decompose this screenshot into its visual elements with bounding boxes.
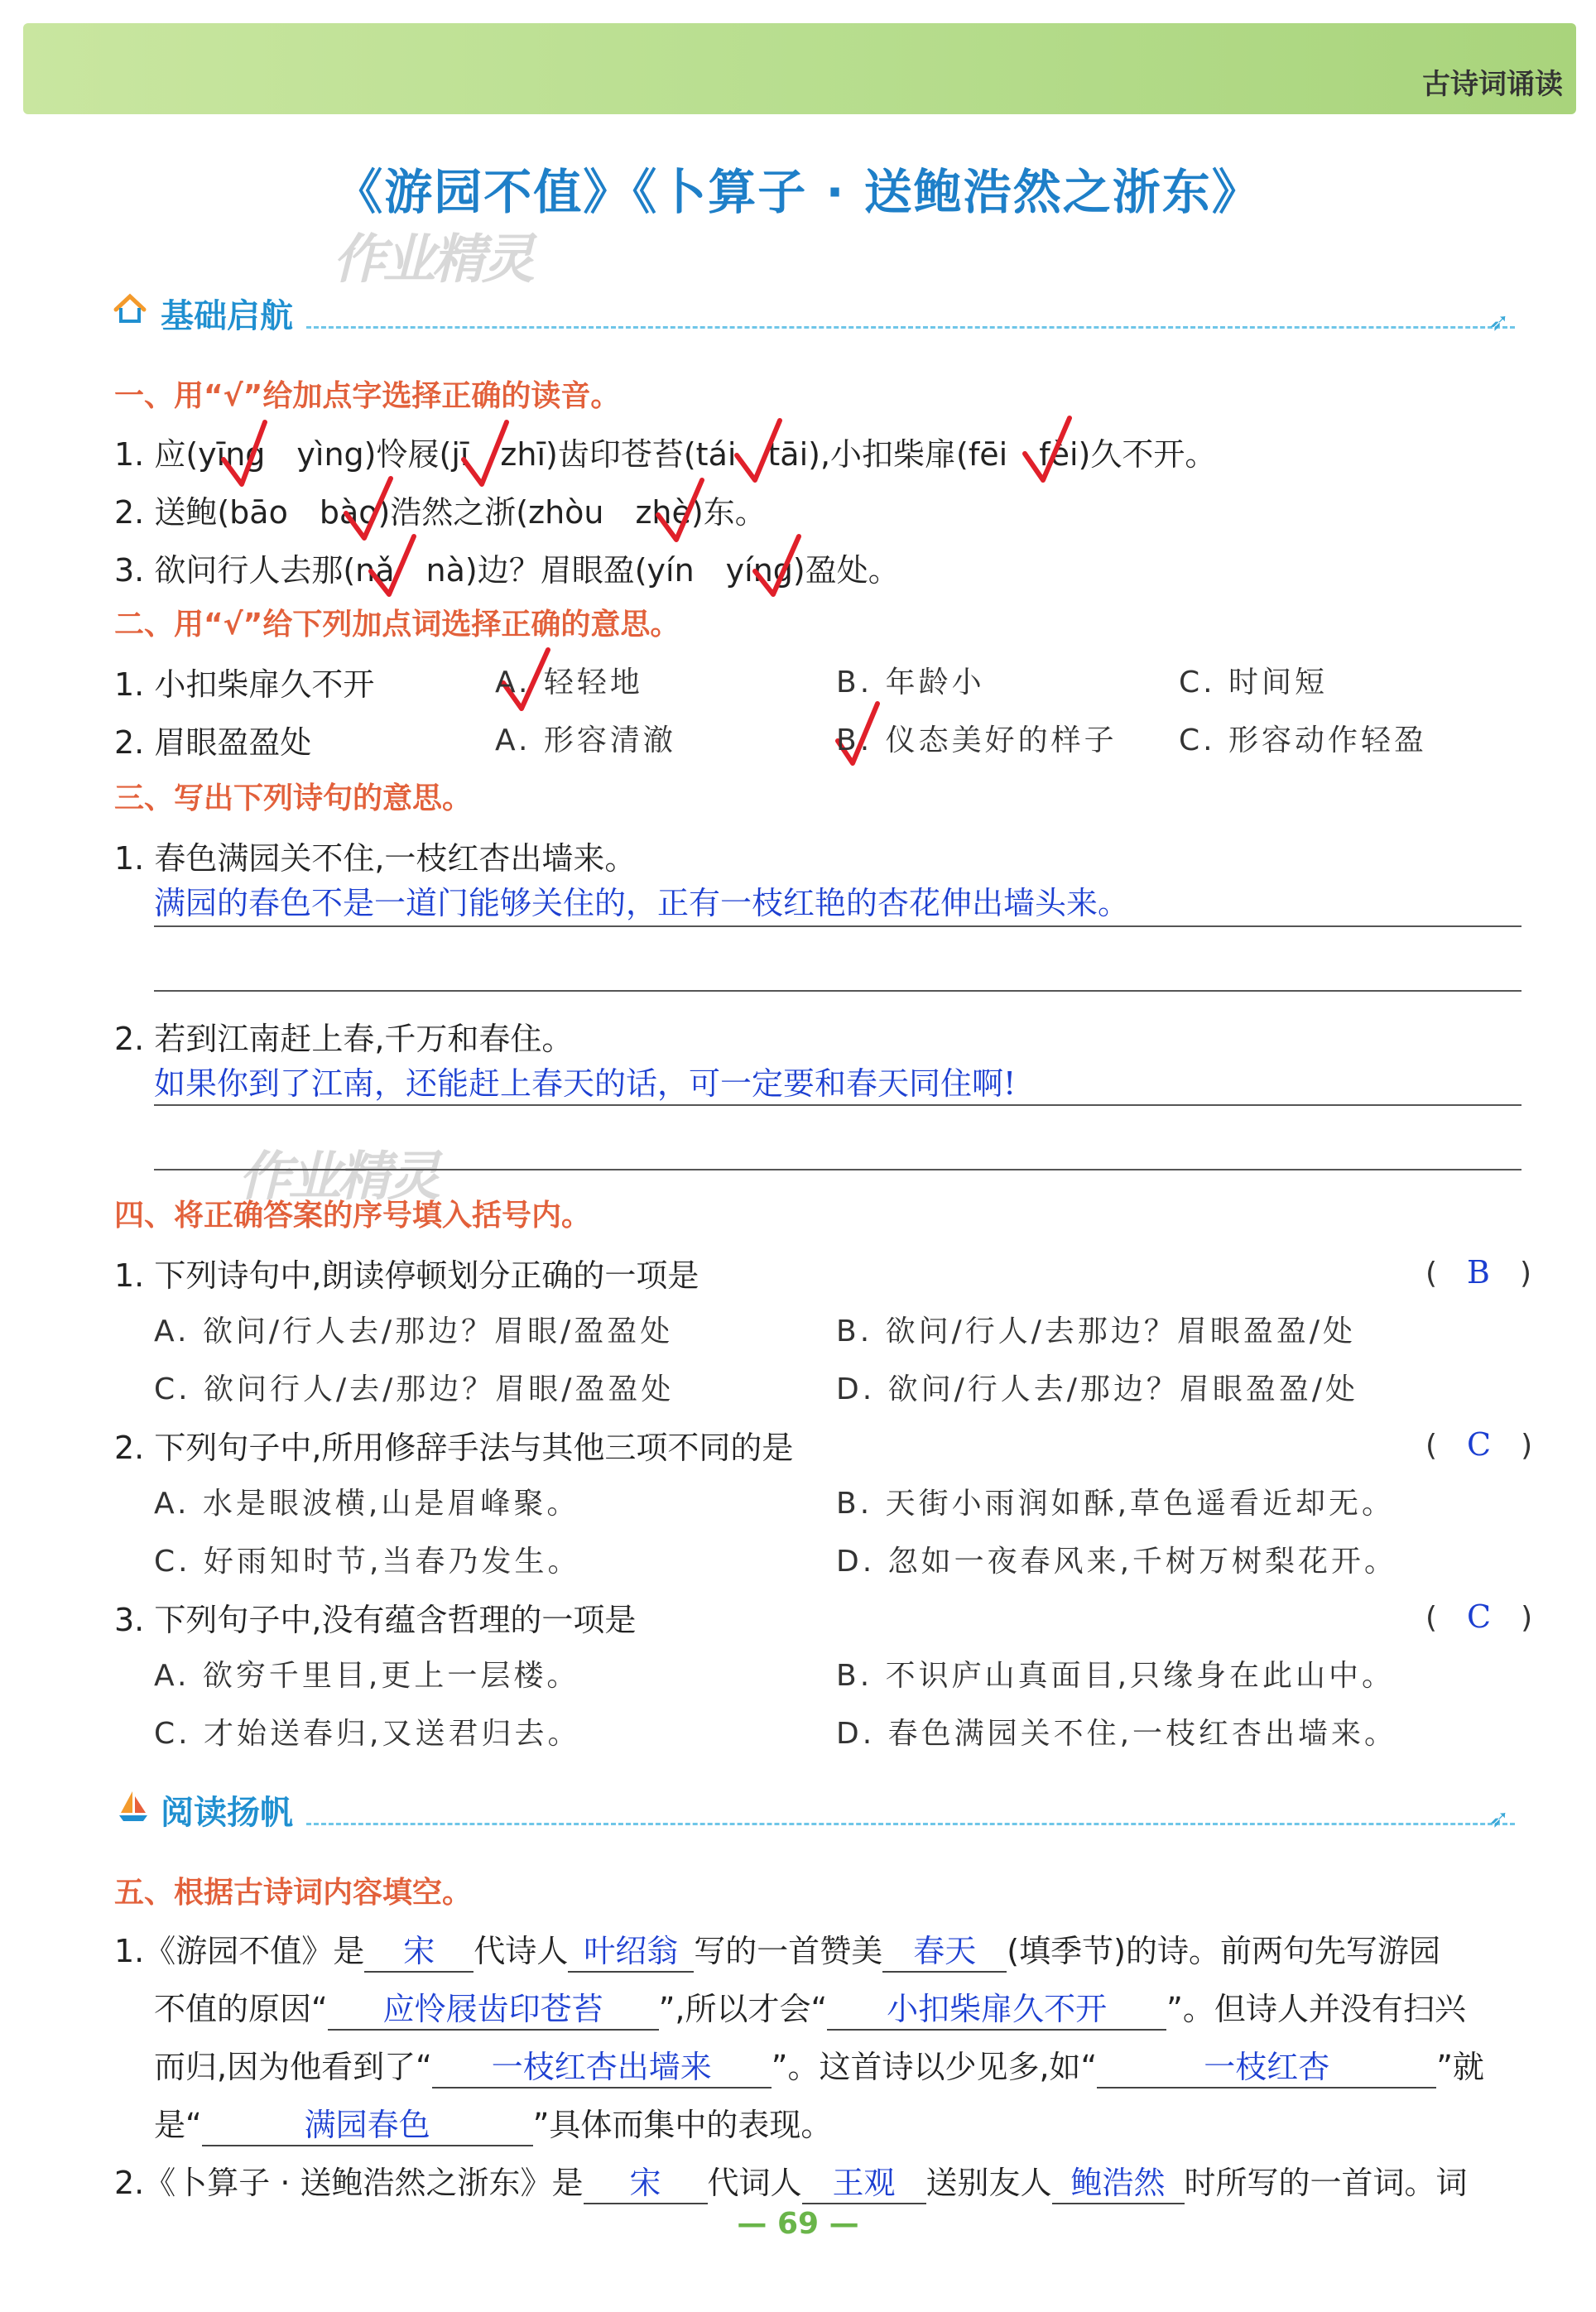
- fill-answer: 宋: [403, 1933, 435, 1969]
- header-tag: 古诗词诵读: [1422, 68, 1563, 101]
- text: 是“: [154, 2107, 202, 2143]
- fill-answer: 鲍浩然: [1070, 2165, 1166, 2201]
- fill-blank: [1052, 2157, 1185, 2204]
- watermark: 作业精灵: [333, 229, 531, 291]
- fill-blank: [364, 1925, 474, 1973]
- part3-answer-2: 如果你到了江南，还能赶上春天的话，可一定要和春天同住啊!: [154, 1065, 1017, 1102]
- answer-line: [154, 990, 1521, 992]
- fill-answer: 满园春色: [304, 2107, 430, 2143]
- part1-q3: 3. 欲问行人去那(nǎ nà)边？眉眼盈(yín yíng)盈处。: [114, 552, 900, 589]
- fill-blank: [802, 2157, 926, 2204]
- fill-blank: [432, 2041, 772, 2088]
- page-title: 《游园不值》《卜算子 · 送鲍浩然之浙东》: [334, 164, 1262, 220]
- divider-end-icon: ➶: [1488, 1805, 1510, 1834]
- fill-answer: 应怜屐齿印苍苔: [382, 1991, 603, 2027]
- fill-answer: 叶绍翁: [584, 1933, 679, 1969]
- option: D. 忽如一夜春风来,千树万树梨花开。: [836, 1545, 1398, 1579]
- text: 时所写的一首词。词: [1184, 2165, 1468, 2201]
- option: C. 欲问行人/去/那边？眉眼/盈盈处: [154, 1372, 675, 1406]
- part5-line-2: [154, 1983, 1466, 2031]
- text: ”。但诗人并没有扫兴: [1166, 1991, 1466, 2027]
- part2-heading: 二、用“√”给下列加点词选择正确的意思。: [114, 608, 680, 642]
- section-heading-basic: 基础启航: [161, 297, 293, 335]
- page-number: — 69 —: [737, 2207, 859, 2241]
- part4-answer-2: C: [1467, 1426, 1492, 1463]
- part5-line-5: [114, 2157, 1468, 2204]
- check-mark: [1025, 418, 1070, 480]
- check-mark: [464, 422, 507, 484]
- part4-question-3: 3. 下列句子中,没有蕴含哲理的一项是: [114, 1602, 637, 1638]
- part1-heading: 一、用“√”给加点字选择正确的读音。: [114, 379, 621, 413]
- check-mark: [658, 480, 702, 540]
- fill-blank: [328, 1983, 659, 2031]
- part2-option-c: C. 形容动作轻盈: [1179, 723, 1428, 757]
- part5-line-3: [154, 2041, 1484, 2088]
- part4-answer-1: B: [1467, 1254, 1490, 1291]
- part5-heading: 五、根据古诗词内容填空。: [114, 1876, 473, 1910]
- part5-line-1: [114, 1925, 1440, 1973]
- part2-option-a: A. 形容清澈: [495, 723, 676, 757]
- fill-blank: [827, 1983, 1166, 2031]
- fill-answer: 一枝红杏出墙来: [491, 2049, 712, 2085]
- answer-line: [154, 1104, 1521, 1106]
- part1-q2: 2. 送鲍(bāo bào)浩然之浙(zhòu zhè)东。: [114, 494, 767, 531]
- part2-option-c: C. 时间短: [1179, 666, 1329, 699]
- part2-option-b: B. 仪态美好的样子: [836, 723, 1118, 757]
- fill-blank: [882, 1925, 1007, 1973]
- text: (填季节)的诗。前两句先写游园: [1007, 1933, 1440, 1969]
- section-heading-reading: 阅读扬帆: [161, 1794, 293, 1832]
- text: 不值的原因“: [154, 1991, 328, 2027]
- check-mark: [346, 478, 391, 538]
- option: B. 不识庐山真面目,只缘身在此山中。: [836, 1659, 1396, 1693]
- fill-answer: 小扣柴扉久不开: [887, 1991, 1108, 2027]
- text: 代词人: [707, 2165, 802, 2201]
- part3-heading: 三、写出下列诗句的意思。: [114, 781, 473, 815]
- option: C. 好雨知时节,当春乃发生。: [154, 1545, 581, 1579]
- text: ”,所以才会“: [658, 1991, 828, 2027]
- part4-question-1: 1. 下列诗句中,朗读停顿划分正确的一项是: [114, 1257, 699, 1294]
- option: B. 天街小雨润如酥,草色遥看近却无。: [836, 1487, 1396, 1521]
- answer-bracket: ( C ): [1425, 1426, 1533, 1463]
- check-mark: [755, 536, 799, 594]
- check-mark: [224, 422, 265, 484]
- text: 2.《卜算子 · 送鲍浩然之浙东》是: [114, 2165, 584, 2201]
- part2-term-2: 2. 眉眼盈盈处: [114, 724, 312, 761]
- fill-answer: 春天: [913, 1933, 977, 1969]
- part1-q1: 1. 应(yīng yìng)怜屐(jī zhī)齿印苍苔(tái tāi),小扣柴扉(fēi fèi)久不开。: [114, 436, 1217, 473]
- sailboat-icon: [116, 1788, 151, 1823]
- text: ”具体而集中的表现。: [532, 2107, 833, 2143]
- part3-question-1: 1. 春色满园关不住,一枝红杏出墙来。: [114, 840, 637, 877]
- text: 代诗人: [474, 1933, 569, 1969]
- option: A. 水是眼波横,山是眉峰聚。: [154, 1487, 580, 1521]
- check-mark: [371, 536, 414, 594]
- option: D. 春色满园关不住,一枝红杏出墙来。: [836, 1717, 1398, 1751]
- fill-answer: 一枝红杏: [1204, 2049, 1330, 2085]
- divider-end-icon: ➶: [1488, 308, 1510, 337]
- option: C. 才始送春归,又送君归去。: [154, 1717, 581, 1751]
- part4-question-2: 2. 下列句子中,所用修辞手法与其他三项不同的是: [114, 1430, 794, 1466]
- watermark: 作业精灵: [238, 1146, 437, 1208]
- text: ”就: [1436, 2049, 1484, 2085]
- option: D. 欲问/行人去/那边？眉眼盈盈/处: [836, 1372, 1358, 1406]
- fill-blank: [584, 2157, 708, 2204]
- fill-answer: 宋: [629, 2165, 661, 2201]
- text: 送别友人: [925, 2165, 1052, 2201]
- text: 1.《游园不值》是: [114, 1933, 365, 1969]
- option: A. 欲问/行人去/那边？眉眼/盈盈处: [154, 1315, 674, 1348]
- text: 写的一首赞美: [694, 1933, 883, 1969]
- part4-heading: 四、将正确答案的序号填入括号内。: [114, 1199, 592, 1233]
- check-mark: [737, 421, 780, 480]
- part2-option-b: B. 年龄小: [836, 666, 985, 699]
- section-divider: [306, 1823, 1515, 1825]
- fill-answer: 王观: [832, 2165, 896, 2201]
- part3-question-2: 2. 若到江南赶上春,千万和春住。: [114, 1021, 574, 1057]
- part2-option-a: A. 轻轻地: [495, 666, 643, 699]
- option: A. 欲穷千里目,更上一层楼。: [154, 1659, 580, 1693]
- text: 而归,因为他看到了“: [154, 2049, 432, 2085]
- text: ”。这首诗以少见多,如“: [771, 2049, 1098, 2085]
- answer-line: [154, 1169, 1521, 1170]
- answer-bracket: ( B ): [1425, 1254, 1532, 1291]
- answer-line: [154, 925, 1521, 927]
- part3-answer-1: 满园的春色不是一道门能够关住的，正有一枝红艳的杏花伸出墙头来。: [154, 885, 1130, 921]
- part2-term-1: 1. 小扣柴扉久不开: [114, 666, 375, 703]
- option: B. 欲问/行人/去那边？眉眼盈盈/处: [836, 1315, 1356, 1348]
- fill-blank: [568, 1925, 694, 1973]
- part4-answer-3: C: [1467, 1598, 1492, 1635]
- answer-bracket: ( C ): [1425, 1598, 1533, 1635]
- fill-blank: [1097, 2041, 1436, 2088]
- part5-line-4: [154, 2099, 832, 2146]
- fill-blank: [202, 2099, 533, 2146]
